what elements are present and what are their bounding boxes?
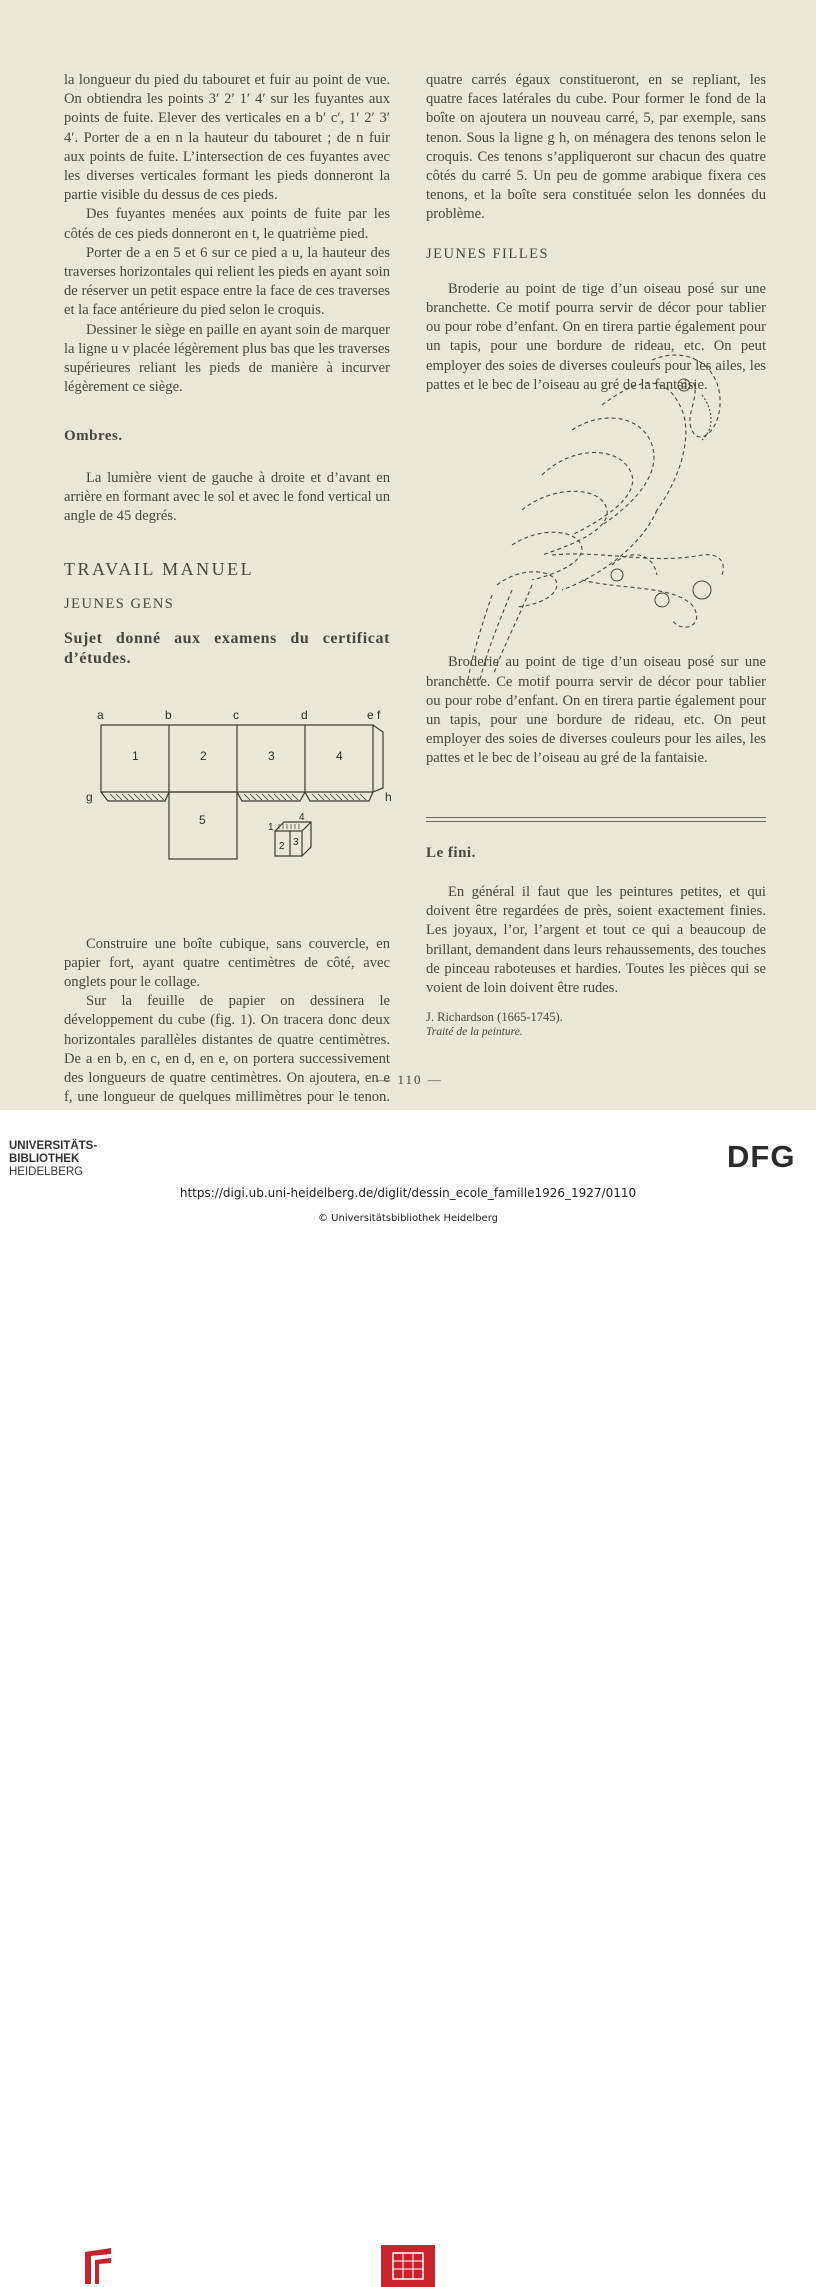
label-c: c: [233, 708, 239, 722]
left-paragraph-4: Dessiner le siège en paille en ayant soin de marquer la ligne u v placée légèrement plus bas que les traverses supérieures reliant les pieds de manière à incurver légèrement ce siège.: [64, 321, 390, 396]
left-column: [64, 71, 390, 1127]
bird-tail-2: [480, 590, 512, 680]
branch: [552, 554, 723, 575]
label-d: d: [301, 708, 308, 722]
embroidery-paragraph-top: Broderie au point de tige d’un oiseau posé sur une branchette. Ce motif pourra servir de décor pour tablier ou pour robe d’enfant. On en tirera partie également pour un tapis, pour une bordure de rideau, etc. On peut employer des soies de diverses couleurs pour les ailes, les pattes et le bec de l’oiseau au gré de la fantaisie.: [426, 280, 766, 393]
label-a: a: [97, 708, 104, 722]
tenon-flap: [373, 725, 383, 792]
embroidery-paragraph-bottom: Broderie au point de tige d’un oiseau posé sur une branchette. Ce motif pourra servir de décor pour tablier ou pour robe d’enfant. On en tirera partie également pour un tapis, pour une bordure de rideau, etc. On peut employer des soies de diverses couleurs pour les ailes, les pattes et le bec de l’oiseau au gré de la fantaisie.: [426, 654, 766, 767]
bird-eye: [678, 379, 690, 391]
ombres-paragraph: La lumière vient de gauche à droite et d’avant en arrière en formant avec le sol et avec le fond vertical un angle de 45 degrés.: [64, 469, 390, 525]
university-library-logo-icon: [83, 2246, 115, 2286]
right-paragraph-1: quatre carrés égaux constitueront, en se repliant, les quatre faces latérales du cube. Pour former le fond de la boîte on ajoutera un nouveau carré, 5, par exemple, sans tenon. Sous la ligne g h, on ménagera des tenons selon le croquis. Ces tenons s’appliqueront sur chacun des quatre côtés du carré 5. Un peu de gomme arabique fixera ces tenons, et la boîte sera constituée selon les données du problème.: [426, 72, 766, 223]
left-paragraph-2: Des fuyantes menées aux points de fuite par les côtés de ces pieds donneront en t, le quatrième pied.: [64, 206, 390, 242]
quote-source: Traité de la peinture.: [426, 1026, 523, 1039]
le-fini-heading: Le fini.: [426, 844, 476, 861]
page-number: — 110 —: [377, 1072, 443, 1087]
travail-manuel-heading: TRAVAIL MANUEL: [64, 559, 255, 580]
box-label-2: 2: [279, 841, 285, 852]
label-b: b: [165, 708, 172, 722]
label-f: f: [377, 708, 381, 722]
scanned-page: [0, 0, 816, 1110]
embroidery-paragraph: [426, 280, 766, 393]
square-label-3: 3: [268, 749, 275, 763]
square-label-4: 4: [336, 749, 343, 763]
left-paragraph-6: Sur la feuille de papier on dessinera le développement du cube (fig. 1). On tracera donc deux horizontales parallèles distantes de quatre centimètres. De a en b, en c, en d, en e, on portera successivement des longueurs de quatre centimètres. On ajoutera, en e f, une longueur de quelques millimètres pour le tenon.: [64, 993, 390, 1106]
label-e: e: [367, 708, 374, 722]
embroidery-text-window: [426, 654, 766, 797]
embroidered-bird-illustration: [452, 335, 732, 695]
dfg-wordmark: DFG: [727, 1139, 796, 1174]
cube-development-figure: [80, 700, 410, 870]
library-line-3: HEIDELBERG: [9, 1166, 84, 1178]
dfg-logo-icon: [381, 2245, 435, 2287]
box-label-1: 1: [268, 822, 274, 833]
sujet-heading: Sujet donné aux examens du certificat d’études.: [64, 629, 390, 667]
square-label-2: 2: [200, 749, 207, 763]
quote-author: J. Richardson (1665-1745).: [426, 1010, 563, 1025]
left-paragraph-3: Porter de a en 5 et 6 sur ce pied a u, la hauteur des traverses horizontales qui relient les pieds en ayant soin de réserver un petit espace entre la face de ces traverses et la face antérieure du pied selon le croquis.: [64, 244, 390, 319]
left-paragraph-1: la longueur du pied du tabouret et fuir au point de vue. On obtiendra les points 3′ 2′ 1′ 4′ sur les fuyantes aux points de fuite. Elever des verticales en a b′ c′, 1′ 2′ 3′ 4′. Porter de a en n la hauteur du tabouret ; de n fuir aux points de fuite. L’intersection de ces fuyantes avec les diverses verticales formant les pieds donneront la partie visible du dessus de ces pieds.: [64, 72, 390, 204]
library-name: [9, 1140, 97, 1179]
le-fini-quote: En général il faut que les peintures petites, et qui doivent être regardées de près, soient exactement finies. Les joyaux, l’or, l’argent et tout ce qui a beaucoup de brillant, demandent dans leurs rehaussements, des touches de pinceau raboteuses et hardies. Toutes les pièces qui se voient de loin doivent être rudes.: [426, 884, 766, 997]
label-g: g: [86, 790, 93, 804]
bird-tail-3: [494, 585, 532, 673]
left-paragraph-5: Construire une boîte cubique, sans couvercle, en papier fort, ayant quatre centimètres de côté, avec onglets pour le collage.: [64, 935, 390, 991]
copyright-notice: © Universitätsbibliothek Heidelberg: [317, 1213, 498, 1224]
box-label-4: 4: [299, 812, 305, 823]
jeunes-gens-heading: JEUNES GENS: [64, 596, 175, 613]
jeunes-filles-heading: JEUNES FILLES: [426, 245, 550, 262]
library-line-2: BIBLIOTHEK: [9, 1153, 80, 1165]
bird-head: [652, 355, 720, 437]
bird-neck: [602, 383, 686, 510]
label-h: h: [385, 790, 392, 804]
ombres-heading: Ombres.: [64, 428, 123, 445]
box-label-3: 3: [293, 837, 299, 848]
square-label-1: 1: [132, 749, 139, 763]
bird-tail-1: [467, 595, 492, 685]
library-line-1: UNIVERSITÄTS-: [9, 1140, 98, 1152]
permalink-url[interactable]: https://digi.ub.uni-heidelberg.de/diglit/dessin_ecole_famille1926_1927/0110: [179, 1186, 637, 1200]
square-label-5: 5: [199, 813, 206, 827]
